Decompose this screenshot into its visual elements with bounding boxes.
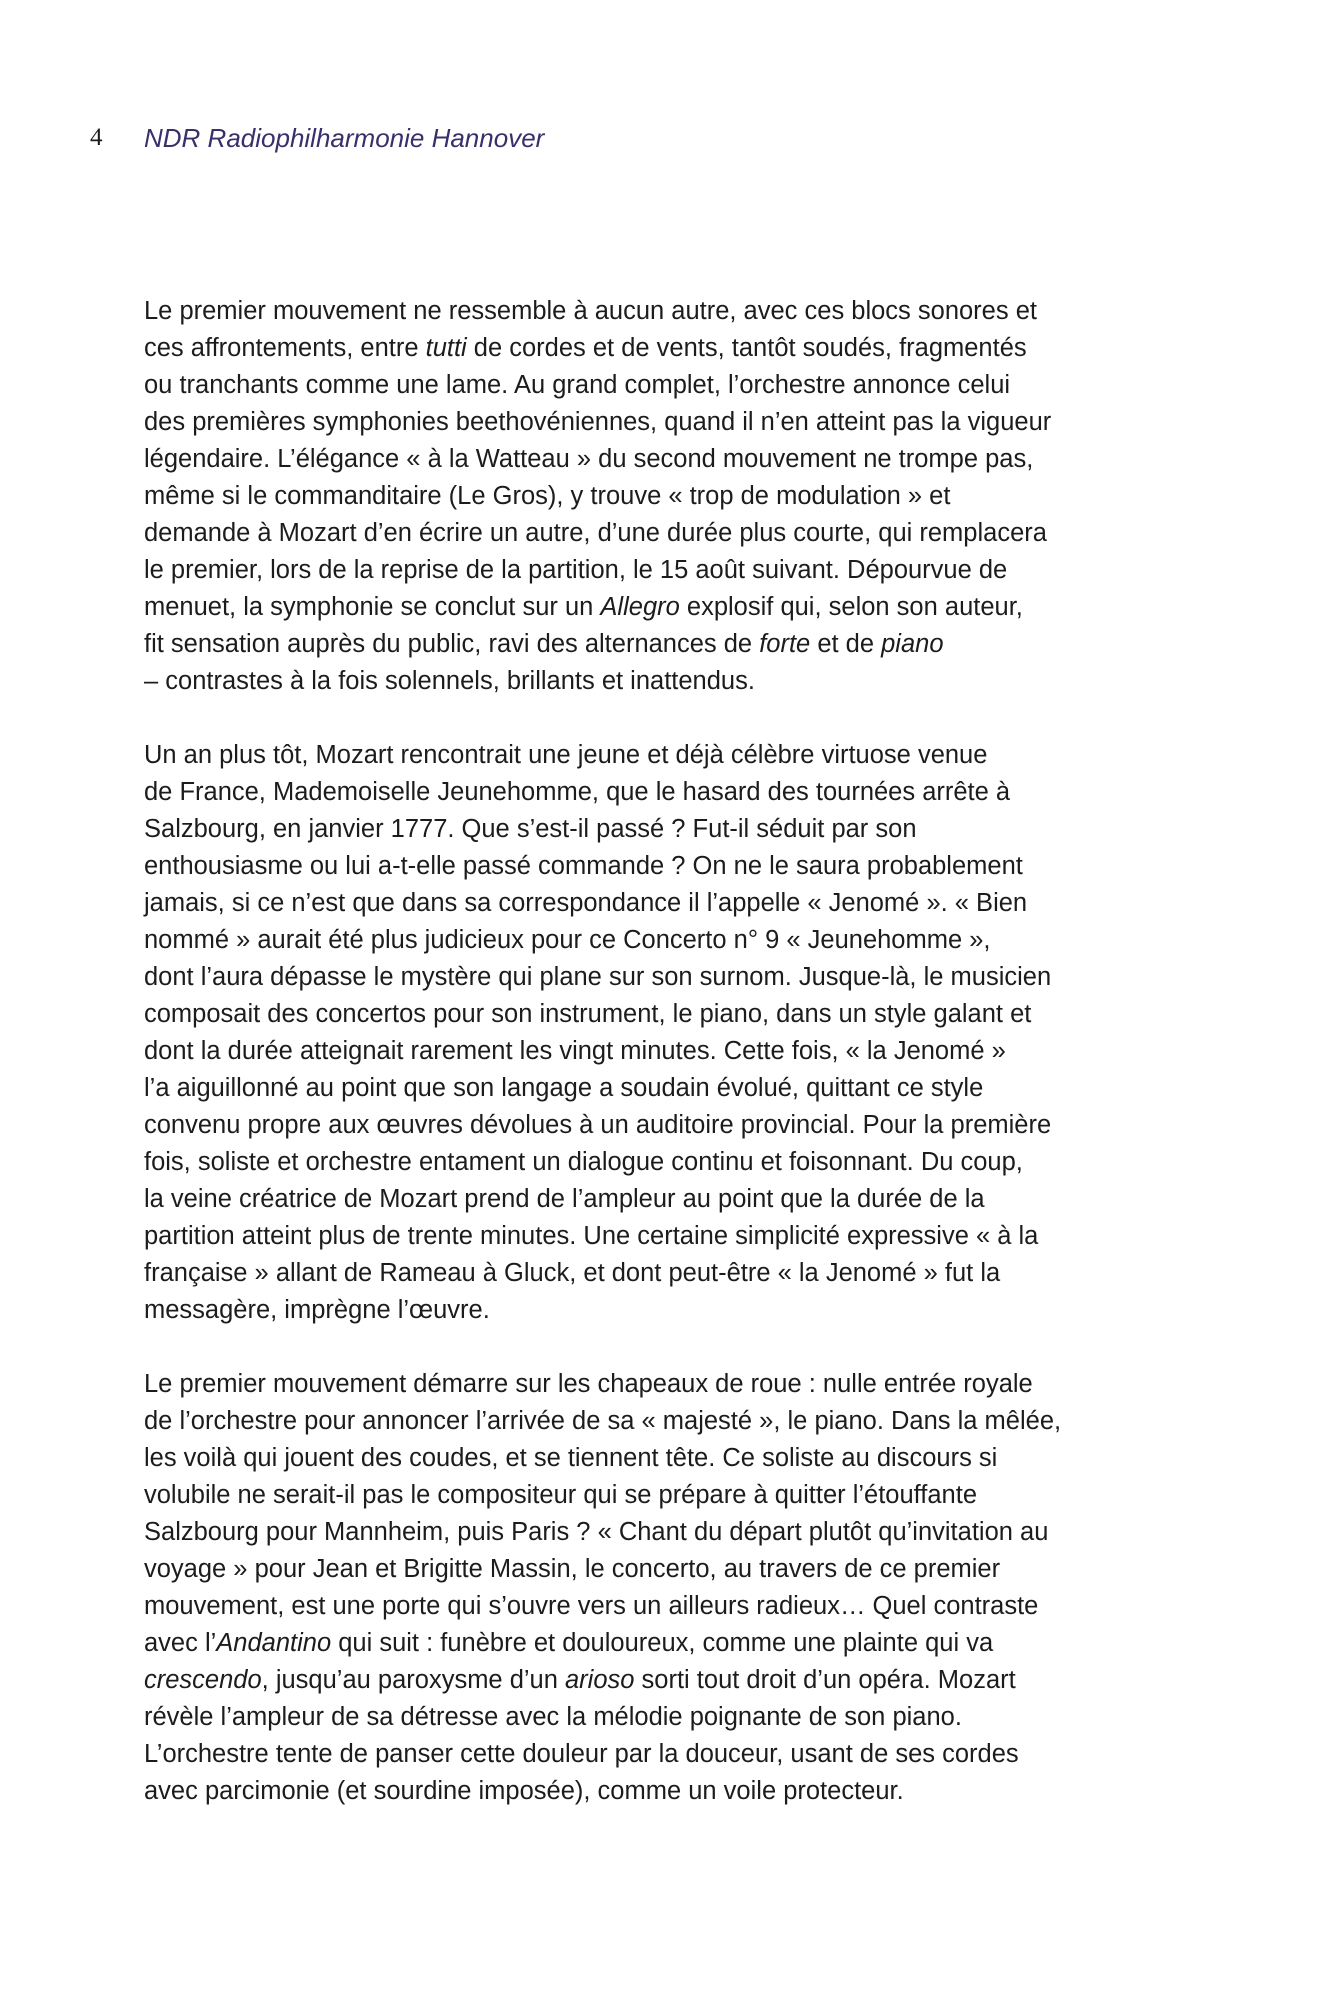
italic-term: Allegro bbox=[600, 593, 680, 621]
text-line bbox=[144, 1662, 1204, 1699]
article-body bbox=[144, 293, 1204, 1810]
text-run: volubile ne serait-il pas le compositeur qui se prépare à quitter l’étouffante bbox=[144, 1481, 978, 1509]
italic-term: Andantino bbox=[216, 1629, 332, 1657]
text-run: convenu propre aux œuvres dévolues à un auditoire provincial. Pour la première bbox=[144, 1111, 1052, 1139]
text-line bbox=[144, 1773, 1204, 1810]
paragraph-gap bbox=[144, 700, 1204, 737]
text-run: sorti tout droit d’un opéra. Mozart bbox=[634, 1666, 1016, 1694]
page-header bbox=[90, 118, 544, 158]
text-line bbox=[144, 1551, 1204, 1588]
text-run: Salzbourg pour Mannheim, puis Paris ? « Chant du départ plutôt qu’invitation au bbox=[144, 1518, 1049, 1546]
text-line bbox=[144, 737, 1204, 774]
italic-term: crescendo bbox=[144, 1666, 262, 1694]
text-run: les voilà qui jouent des coudes, et se tiennent tête. Ce soliste au discours si bbox=[144, 1444, 998, 1472]
text-run: menuet, la symphonie se conclut sur un bbox=[144, 593, 601, 621]
text-run: avec parcimonie (et sourdine imposée), comme un voile protecteur. bbox=[144, 1777, 904, 1805]
text-line bbox=[144, 1181, 1204, 1218]
text-run: ou tranchants comme une lame. Au grand complet, l’orchestre annonce celui bbox=[144, 371, 1011, 399]
text-run: L’orchestre tente de panser cette douleur par la douceur, usant de ses cordes bbox=[144, 1740, 1019, 1768]
text-run: le premier, lors de la reprise de la partition, le 15 août suivant. Dépourvue de bbox=[144, 556, 1008, 584]
text-line bbox=[144, 1218, 1204, 1255]
text-line bbox=[144, 959, 1204, 996]
text-line bbox=[144, 1514, 1204, 1551]
text-line bbox=[144, 1107, 1204, 1144]
text-run: mouvement, est une porte qui s’ouvre vers un ailleurs radieux… Quel contraste bbox=[144, 1592, 1039, 1620]
text-run: révèle l’ampleur de sa détresse avec la mélodie poignante de son piano. bbox=[144, 1703, 962, 1731]
paragraph bbox=[144, 737, 1204, 1329]
italic-term: piano bbox=[881, 630, 944, 658]
text-run: et de bbox=[810, 630, 882, 658]
text-run: la veine créatrice de Mozart prend de l’ampleur au point que la durée de la bbox=[144, 1185, 985, 1213]
text-line bbox=[144, 626, 1204, 663]
paragraph-gap bbox=[144, 1329, 1204, 1366]
text-line bbox=[144, 885, 1204, 922]
text-line bbox=[144, 1588, 1204, 1625]
text-run: de cordes et de vents, tantôt soudés, fragmentés bbox=[466, 334, 1027, 362]
text-run: ces affrontements, entre bbox=[144, 334, 426, 362]
text-line bbox=[144, 515, 1204, 552]
text-run: composait des concertos pour son instrument, le piano, dans un style galant et bbox=[144, 1000, 1032, 1028]
text-run: Le premier mouvement démarre sur les chapeaux de roue : nulle entrée royale bbox=[144, 1370, 1033, 1398]
paragraph bbox=[144, 293, 1204, 700]
text-line bbox=[144, 1292, 1204, 1329]
text-line bbox=[144, 1477, 1204, 1514]
text-run: explosif qui, selon son auteur, bbox=[679, 593, 1023, 621]
text-line bbox=[144, 293, 1204, 330]
text-run: voyage » pour Jean et Brigitte Massin, le concerto, au travers de ce premier bbox=[144, 1555, 1001, 1583]
text-run: demande à Mozart d’en écrire un autre, d’une durée plus courte, qui remplacera bbox=[144, 519, 1047, 547]
text-run: Un an plus tôt, Mozart rencontrait une jeune et déjà célèbre virtuose venue bbox=[144, 741, 988, 769]
text-run: même si le commanditaire (Le Gros), y trouve « trop de modulation » et bbox=[144, 482, 951, 510]
text-run: fois, soliste et orchestre entament un dialogue continu et foisonnant. Du coup, bbox=[144, 1148, 1023, 1176]
text-run: dont la durée atteignait rarement les vingt minutes. Cette fois, « la Jenomé » bbox=[144, 1037, 1006, 1065]
text-run: partition atteint plus de trente minutes. Une certaine simplicité expressive « à la bbox=[144, 1222, 1039, 1250]
running-title: NDR Radiophilharmonie Hannover bbox=[144, 122, 545, 153]
italic-term: forte bbox=[759, 630, 811, 658]
text-run: l’a aiguillonné au point que son langage a soudain évolué, quittant ce style bbox=[144, 1074, 984, 1102]
text-line bbox=[144, 1255, 1204, 1292]
text-line bbox=[144, 663, 1204, 700]
text-line bbox=[144, 330, 1204, 367]
text-line bbox=[144, 1736, 1204, 1773]
text-line bbox=[144, 996, 1204, 1033]
text-run: dont l’aura dépasse le mystère qui plane sur son surnom. Jusque-là, le musicien bbox=[144, 963, 1052, 991]
text-run: qui suit : funèbre et douloureux, comme une plainte qui va bbox=[331, 1629, 994, 1657]
text-line bbox=[144, 441, 1204, 478]
text-run: fit sensation auprès du public, ravi des alternances de bbox=[144, 630, 760, 658]
text-run: légendaire. L’élégance « à la Watteau » du second mouvement ne trompe pas, bbox=[144, 445, 1034, 473]
text-run: de l’orchestre pour annoncer l’arrivée de sa « majesté », le piano. Dans la mêlée, bbox=[144, 1407, 1062, 1435]
text-run: jamais, si ce n’est que dans sa correspondance il l’appelle « Jenomé ». « Bien bbox=[144, 889, 1028, 917]
text-line bbox=[144, 1366, 1204, 1403]
text-run: de France, Mademoiselle Jeunehomme, que le hasard des tournées arrête à bbox=[144, 778, 1011, 806]
text-line bbox=[144, 774, 1204, 811]
text-line bbox=[144, 552, 1204, 589]
text-run: Le premier mouvement ne ressemble à aucun autre, avec ces blocs sonores et bbox=[144, 297, 1037, 325]
text-line bbox=[144, 1403, 1204, 1440]
text-run: nommé » aurait été plus judicieux pour ce Concerto n° 9 « Jeunehomme », bbox=[144, 926, 991, 954]
text-line bbox=[144, 589, 1204, 626]
text-run: française » allant de Rameau à Gluck, et dont peut-être « la Jenomé » fut la bbox=[144, 1259, 1001, 1287]
page-number: 4 bbox=[90, 124, 103, 151]
text-run: messagère, imprègne l’œuvre. bbox=[144, 1296, 490, 1324]
italic-term: arioso bbox=[565, 1666, 635, 1694]
text-run: enthousiasme ou lui a-t-elle passé commande ? On ne le saura probablement bbox=[144, 852, 1023, 880]
text-line bbox=[144, 1699, 1204, 1736]
text-run: – contrastes à la fois solennels, brillants et inattendus. bbox=[144, 667, 755, 695]
text-line bbox=[144, 1625, 1204, 1662]
italic-term: tutti bbox=[425, 334, 467, 362]
text-line bbox=[144, 367, 1204, 404]
text-line bbox=[144, 1144, 1204, 1181]
text-line bbox=[144, 404, 1204, 441]
text-line bbox=[144, 1440, 1204, 1477]
text-run: Salzbourg, en janvier 1777. Que s’est-il passé ? Fut-il séduit par son bbox=[144, 815, 917, 843]
text-line bbox=[144, 848, 1204, 885]
text-run: , jusqu’au paroxysme d’un bbox=[261, 1666, 565, 1694]
text-line bbox=[144, 1033, 1204, 1070]
text-line bbox=[144, 922, 1204, 959]
paragraph bbox=[144, 1366, 1204, 1810]
text-line bbox=[144, 811, 1204, 848]
text-line bbox=[144, 478, 1204, 515]
text-run: des premières symphonies beethovéniennes, quand il n’en atteint pas la vigueur bbox=[144, 408, 1052, 436]
text-line bbox=[144, 1070, 1204, 1107]
text-run: avec l’ bbox=[144, 1629, 217, 1657]
